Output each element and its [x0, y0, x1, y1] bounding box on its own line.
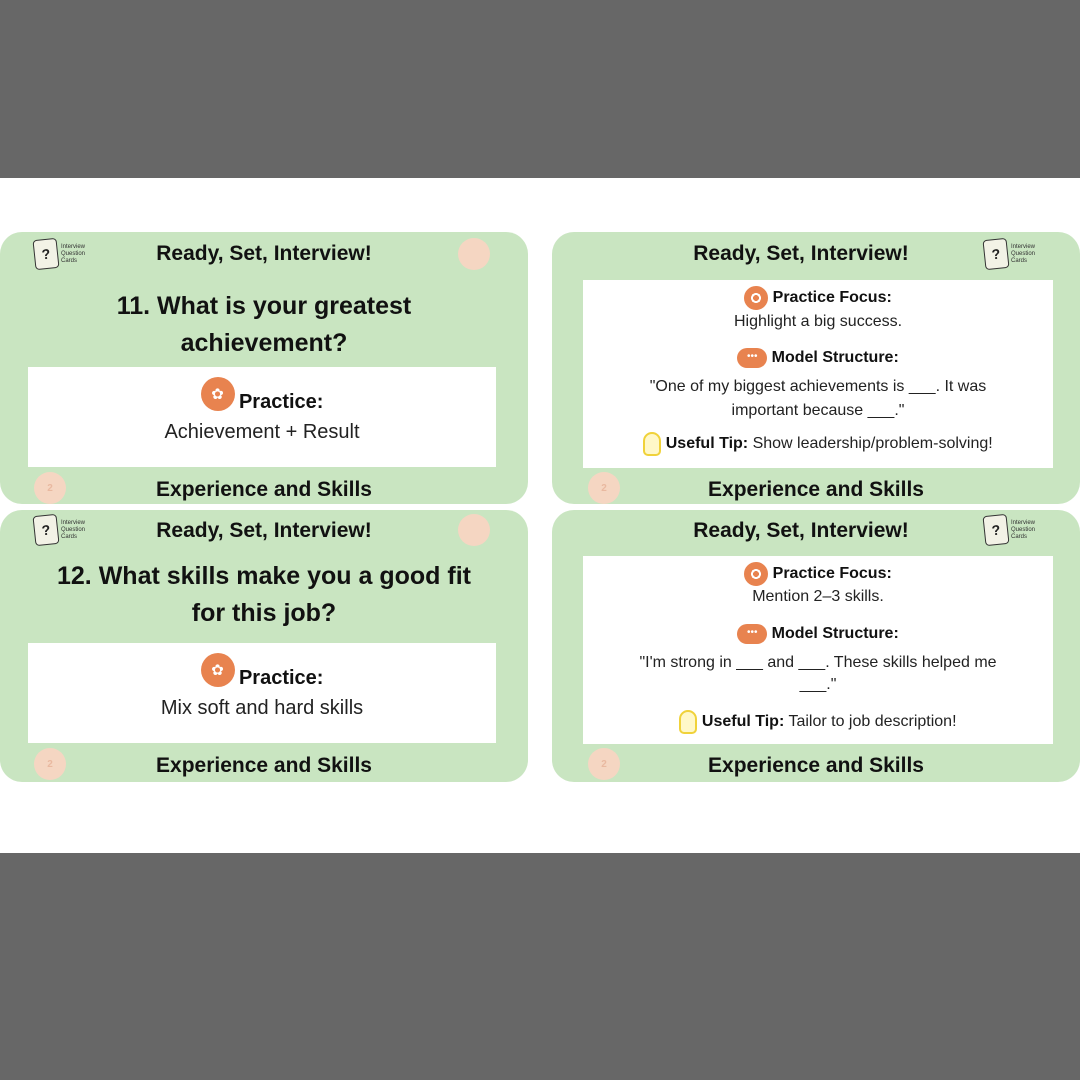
- logo: [984, 513, 1052, 547]
- question-mark-icon: ?: [32, 514, 59, 546]
- page-badge: 2: [588, 748, 620, 780]
- card-header: Ready, Set, Interview!: [156, 242, 372, 265]
- focus-text: Mention 2–3 skills.: [752, 588, 884, 605]
- practice-text: Mix soft and hard skills: [160, 697, 364, 719]
- model-structure-row: [583, 348, 1053, 368]
- practice-panel: [28, 643, 496, 743]
- card-footer: Experience and Skills: [156, 754, 372, 777]
- tips-panel: [583, 280, 1053, 468]
- card-footer: Experience and Skills: [708, 478, 924, 501]
- model-label: Model Structure:: [771, 349, 899, 367]
- question-line-1: 12. What skills make you a good fit: [57, 562, 471, 590]
- card-11-back: [552, 232, 1080, 504]
- card-12-back: [552, 510, 1080, 782]
- practice-text: Achievement + Result: [164, 421, 360, 443]
- tips-panel: [583, 556, 1053, 744]
- logo-text: Interview Question Cards: [61, 519, 86, 540]
- tip-label: Useful Tip:: [701, 713, 785, 731]
- page-badge: 2: [34, 748, 66, 780]
- target-icon: [744, 562, 768, 586]
- practice-focus-row: [583, 562, 1053, 586]
- practice-icon: ✿: [201, 653, 235, 687]
- card-12-front: [0, 510, 528, 782]
- lightbulb-icon: [643, 432, 661, 456]
- question-line-2: for this job?: [191, 599, 337, 627]
- tip-label: Useful Tip:: [665, 435, 749, 453]
- page-badge: 2: [588, 472, 620, 504]
- useful-tip-row: [583, 432, 1053, 456]
- model-label: Model Structure:: [771, 625, 899, 643]
- page-badge: 2: [34, 472, 66, 504]
- practice-icon: ✿: [201, 377, 235, 411]
- useful-tip-row: [583, 710, 1053, 734]
- model-line-1: "I'm strong in ___ and ___. These skills helped me: [639, 654, 997, 671]
- practice-label: Practice:: [238, 391, 324, 414]
- card-header: Ready, Set, Interview!: [156, 519, 372, 542]
- card-header: Ready, Set, Interview!: [693, 242, 909, 265]
- question-mark-icon: ?: [982, 238, 1009, 270]
- practice-panel: [28, 367, 496, 467]
- card-footer: Experience and Skills: [156, 478, 372, 501]
- logo-text: Interview Question Cards: [1011, 519, 1036, 540]
- model-line-2: important because ___.": [731, 402, 905, 419]
- focus-label: Practice Focus:: [772, 289, 892, 307]
- question-text: 11. What is your greatest achievement?: [116, 292, 412, 357]
- question-mark-icon: ?: [982, 514, 1009, 546]
- card-11-front: [0, 232, 528, 504]
- question-mark-icon: ?: [32, 238, 59, 270]
- practice-label: Practice:: [238, 667, 324, 690]
- focus-label: Practice Focus:: [772, 565, 892, 583]
- tip-text: Tailor to job description!: [788, 713, 957, 731]
- logo-text: Interview Question Cards: [61, 243, 86, 264]
- card-footer: Experience and Skills: [708, 754, 924, 777]
- logo: [984, 237, 1052, 271]
- lightbulb-icon: [679, 710, 697, 734]
- practice-focus-row: [583, 286, 1053, 310]
- chat-icon: •••: [737, 624, 767, 644]
- target-icon: [744, 286, 768, 310]
- model-structure-row: [583, 624, 1053, 644]
- logo-text: Interview Question Cards: [1011, 243, 1036, 264]
- model-line-2: ___.": [799, 676, 837, 693]
- tip-text: Show leadership/problem-solving!: [752, 435, 993, 453]
- chat-icon: •••: [737, 348, 767, 368]
- focus-text: Highlight a big success.: [733, 313, 903, 330]
- model-line-1: "One of my biggest achievements is ___. It was: [649, 378, 987, 395]
- card-header: Ready, Set, Interview!: [693, 519, 909, 542]
- card-sheet: [0, 178, 1080, 853]
